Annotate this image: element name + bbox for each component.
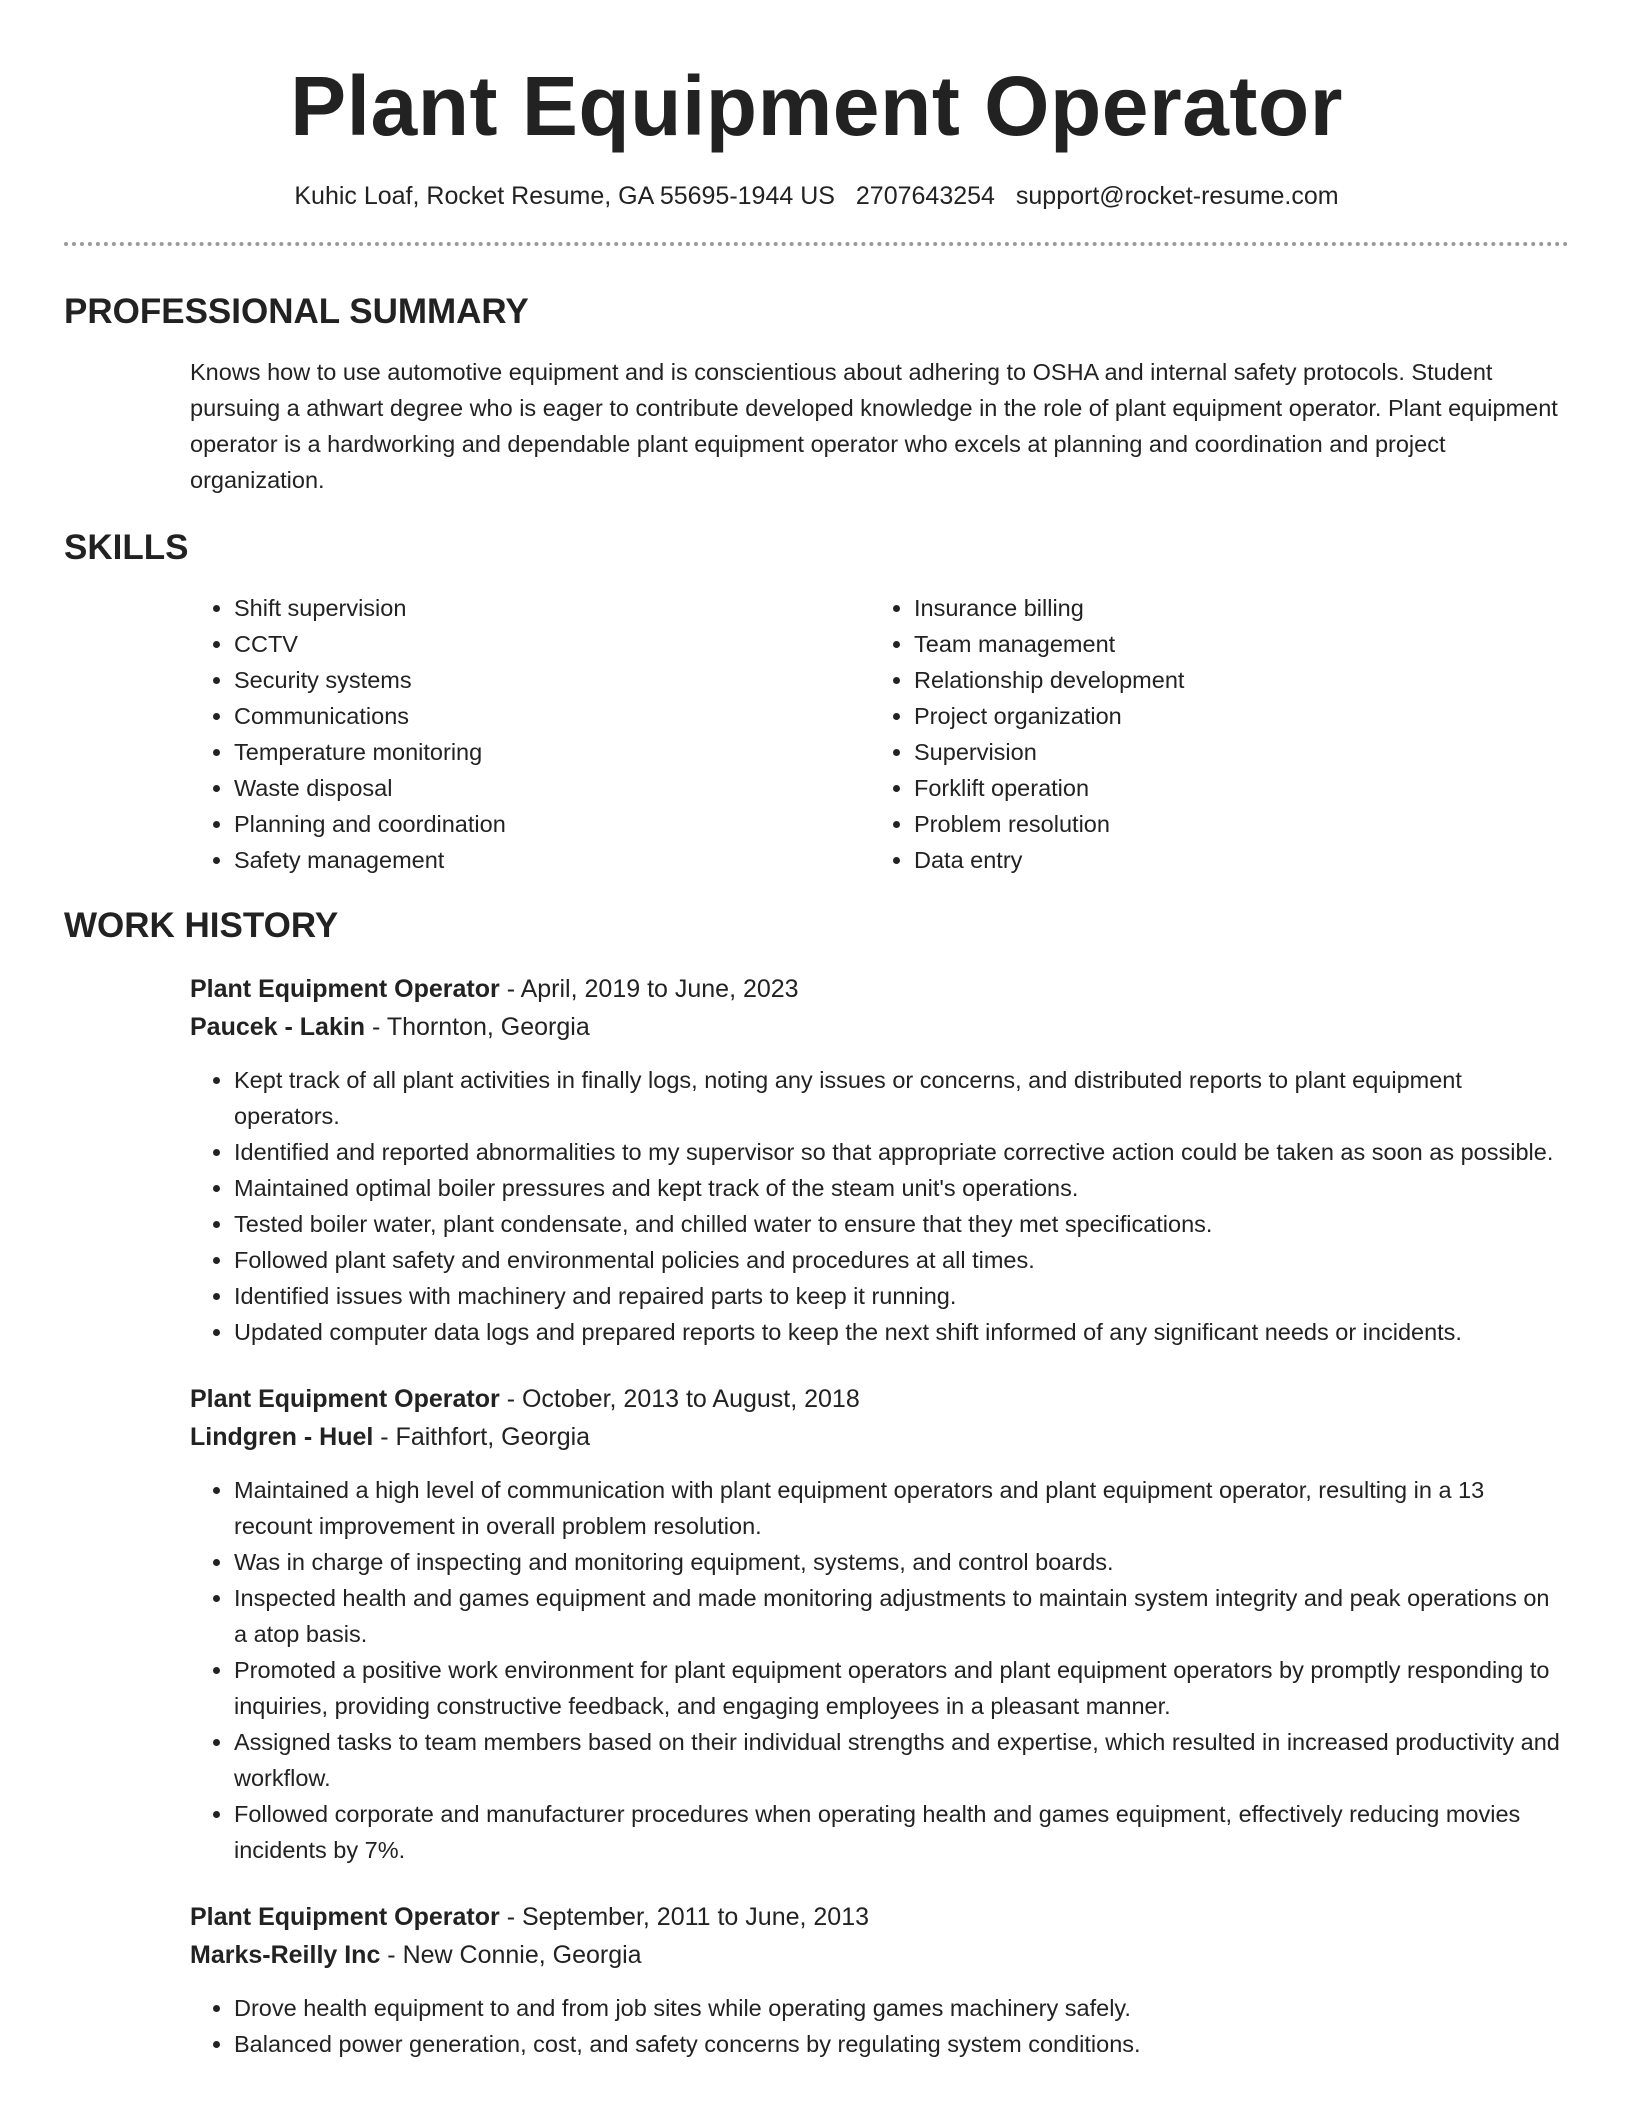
skill-item: • Security systems <box>234 662 870 698</box>
job-bullets <box>190 1062 1569 1350</box>
skills-title: SKILLS <box>64 528 189 567</box>
job-location: - New Connie, Georgia <box>380 1941 642 1969</box>
job-bullet: • Promoted a positive work environment for plant equipment operators and plant equipment operators by promptly responding to inquiries, providing constructive feedback, and engaging employees in a pleasant manner. <box>234 1652 1569 1724</box>
job-bullet: • Balanced power generation, cost, and safety concerns by regulating system conditions. <box>234 2026 1569 2062</box>
skill-item: • Team management <box>914 626 1550 662</box>
job-bullet: • Maintained a high level of communication with plant equipment operators and plant equipment operator, resulting in a 13 recount improvement in overall problem resolution. <box>234 1472 1569 1544</box>
skill-item: • Project organization <box>914 698 1550 734</box>
contact-line <box>64 180 1569 212</box>
work-title: WORK HISTORY <box>64 906 339 945</box>
job-bullet: • Identified and reported abnormalities to my supervisor so that appropriate corrective action could be taken as soon as possible. <box>234 1134 1569 1170</box>
skill-item: • Communications <box>234 698 870 734</box>
skill-item: • Forklift operation <box>914 770 1550 806</box>
skill-item: • CCTV <box>234 626 870 662</box>
resume-page <box>64 0 1569 2062</box>
job-company-line <box>190 1936 1569 1974</box>
contact-address: Kuhic Loaf, Rocket Resume, GA 55695-1944 US <box>294 182 835 210</box>
skills-column-left <box>190 590 870 878</box>
job-company: Marks-Reilly Inc <box>190 1941 381 1969</box>
job-location: - Faithfort, Georgia <box>373 1423 591 1451</box>
job-company-line <box>190 1008 1569 1046</box>
skills-section <box>64 526 1569 878</box>
summary-section <box>64 290 1569 498</box>
job-bullet: • Identified issues with machinery and repaired parts to keep it running. <box>234 1278 1569 1314</box>
skill-item: • Relationship development <box>914 662 1550 698</box>
work-section <box>64 904 1569 2062</box>
skill-item: • Problem resolution <box>914 806 1550 842</box>
job-title: Plant Equipment Operator <box>190 1385 500 1413</box>
skill-item: • Temperature monitoring <box>234 734 870 770</box>
job-bullets <box>190 1472 1569 1868</box>
job-bullet: • Tested boiler water, plant condensate, and chilled water to ensure that they met specifications. <box>234 1206 1569 1242</box>
job-title: Plant Equipment Operator <box>190 1903 500 1931</box>
job-bullet: • Inspected health and games equipment and made monitoring adjustments to maintain system integrity and peak operations on a atop basis. <box>234 1580 1569 1652</box>
summary-text: Knows how to use automotive equipment and is conscientious about adhering to OSHA and internal safety protocols. Student pursuing a athwart degree who is eager to contribute developed knowledge in the role of plant equipment operator. Plant equipment operator is a hardworking and dependable plant equipment operator who excels at planning and coordination and project organization. <box>190 359 1558 493</box>
job-bullet: • Followed corporate and manufacturer procedures when operating health and games equipment, effectively reducing movies incidents by 7%. <box>234 1796 1569 1868</box>
job-bullet: • Was in charge of inspecting and monitoring equipment, systems, and control boards. <box>234 1544 1569 1580</box>
job-company: Lindgren - Huel <box>190 1423 374 1451</box>
skill-item: • Planning and coordination <box>234 806 870 842</box>
candidate-name: Plant Equipment Operator <box>290 59 1343 153</box>
job-bullet: • Maintained optimal boiler pressures and kept track of the steam unit's operations. <box>234 1170 1569 1206</box>
job-entry <box>190 1898 1569 2062</box>
job-bullets <box>190 1990 1569 2062</box>
work-jobs <box>64 970 1569 2062</box>
job-title: Plant Equipment Operator <box>190 975 500 1003</box>
job-dates: - September, 2011 to June, 2013 <box>499 1903 870 1931</box>
summary-title: PROFESSIONAL SUMMARY <box>64 292 529 331</box>
skill-item: • Waste disposal <box>234 770 870 806</box>
job-entry <box>190 1380 1569 1868</box>
contact-phone[interactable]: 2707643254 <box>855 182 995 210</box>
job-entry <box>190 970 1569 1350</box>
skill-item: • Safety management <box>234 842 870 878</box>
header-divider <box>64 242 1569 246</box>
job-title-line <box>190 970 1569 1008</box>
skills-list-left <box>190 590 870 878</box>
skill-item: • Shift supervision <box>234 590 870 626</box>
skill-item: • Insurance billing <box>914 590 1550 626</box>
job-location: - Thornton, Georgia <box>365 1013 590 1041</box>
job-bullet: • Followed plant safety and environmental policies and procedures at all times. <box>234 1242 1569 1278</box>
skill-item: • Data entry <box>914 842 1550 878</box>
skills-list-right <box>870 590 1550 878</box>
job-title-line <box>190 1380 1569 1418</box>
job-bullet: • Assigned tasks to team members based on their individual strengths and expertise, which resulted in increased productivity and workflow. <box>234 1724 1569 1796</box>
job-dates: - April, 2019 to June, 2023 <box>499 975 799 1003</box>
job-bullet: • Kept track of all plant activities in finally logs, noting any issues or concerns, and distributed reports to plant equipment operators. <box>234 1062 1569 1134</box>
skill-item: • Supervision <box>914 734 1550 770</box>
job-bullet: • Drove health equipment to and from job sites while operating games machinery safely. <box>234 1990 1569 2026</box>
job-title-line <box>190 1898 1569 1936</box>
contact-email[interactable]: support@rocket-resume.com <box>1015 182 1339 210</box>
skills-grid <box>190 590 1569 878</box>
job-bullet: • Updated computer data logs and prepared reports to keep the next shift informed of any significant needs or incidents. <box>234 1314 1569 1350</box>
job-company: Paucek - Lakin <box>190 1013 366 1041</box>
job-dates: - October, 2013 to August, 2018 <box>499 1385 860 1413</box>
skills-column-right <box>870 590 1550 878</box>
job-company-line <box>190 1418 1569 1456</box>
